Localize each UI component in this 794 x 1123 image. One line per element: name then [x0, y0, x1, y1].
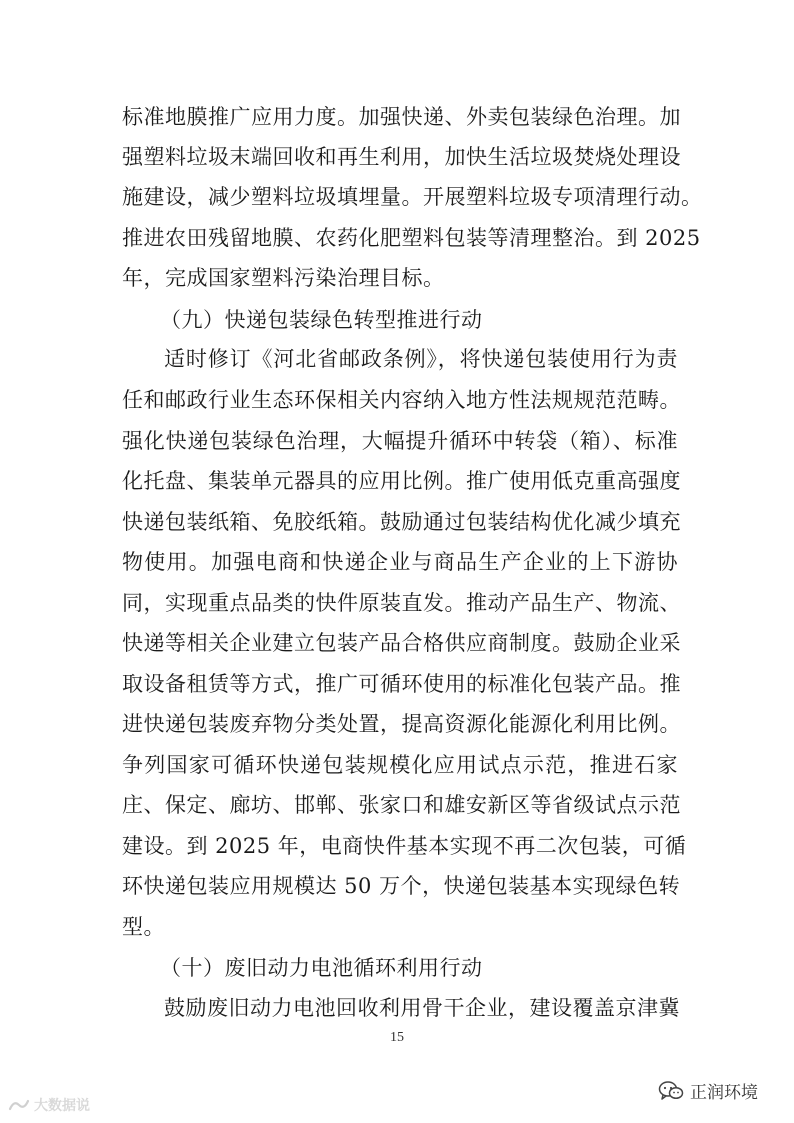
- paragraph-2-line-8: 快递等相关企业建立包装产品合格供应商制度。鼓励企业采: [122, 631, 681, 655]
- paragraph-1-line-3: 施建设，减少塑料垃圾填埋量。开展塑料垃圾专项清理行动。: [122, 185, 703, 209]
- paragraph-2-line-6: 物使用。加强电商和快递企业与商品生产企业的上下游协: [122, 550, 678, 574]
- paragraph-2-line-10: 进快递包装废弃物分类处置，提高资源化能源化利用比例。: [122, 712, 681, 736]
- paragraph-2-line-4: 化托盘、集装单元器具的应用比例。推广使用低克重高强度: [122, 469, 681, 493]
- paragraph-2-line-2: 任和邮政行业生态环保相关内容纳入地方性法规规范范畴。: [122, 388, 681, 412]
- wechat-account-badge: [658, 1078, 758, 1103]
- paragraph-2-line-12: 庄、保定、廊坊、邯郸、张家口和雄安新区等省级试点示范: [122, 793, 681, 817]
- wechat-account-name: 正润环境: [690, 1083, 758, 1103]
- paragraph-2-line-15: 型。: [122, 915, 165, 939]
- paragraph-3-line-1: 鼓励废旧动力电池回收利用骨干企业，建设覆盖京津冀: [164, 996, 680, 1020]
- wechat-icon: [658, 1080, 684, 1102]
- watermark-logo-icon: [8, 1098, 30, 1112]
- page-number: 15: [390, 1030, 404, 1045]
- paragraph-2-line-5: 快递包装纸箱、免胶纸箱。鼓励通过包装结构优化减少填充: [122, 510, 681, 534]
- paragraph-2-line-11: 争列国家可循环快递包装规模化应用试点示范，推进石家: [122, 753, 678, 777]
- section-heading-10: （十）废旧动力电池循环利用行动: [160, 956, 483, 980]
- paragraph-2-line-9: 取设备租赁等方式，推广可循环使用的标准化包装产品。推: [122, 672, 681, 696]
- paragraph-2-line-7: 同，实现重点品类的快件原装直发。推动产品生产、物流、: [122, 591, 681, 615]
- watermark-left: [8, 1095, 90, 1115]
- paragraph-1-line-4: 推进农田残留地膜、农药化肥塑料包装等清理整治。到 2025: [122, 226, 701, 250]
- paragraph-2-line-13: 建设。到 2025 年，电商快件基本实现不再二次包装，可循: [122, 834, 687, 858]
- paragraph-1-line-1: 标准地膜推广应用力度。加强快递、外卖包装绿色治理。加: [122, 105, 681, 129]
- watermark-left-text: 大数据说: [34, 1098, 90, 1114]
- paragraph-2-line-1: 适时修订《河北省邮政条例》，将快递包装使用行为责: [164, 347, 678, 371]
- paragraph-1-line-2: 强塑料垃圾末端回收和再生利用，加快生活垃圾焚烧处理设: [122, 145, 681, 169]
- paragraph-1-line-5: 年，完成国家塑料污染治理目标。: [122, 266, 445, 290]
- section-heading-9: （九）快递包装绿色转型推进行动: [160, 308, 483, 332]
- paragraph-2-line-14: 环快递包装应用规模达 50 万个，快递包装基本实现绿色转: [122, 874, 681, 898]
- paragraph-2-line-3: 强化快递包装绿色治理，大幅提升循环中转袋（箱）、标准: [122, 429, 678, 453]
